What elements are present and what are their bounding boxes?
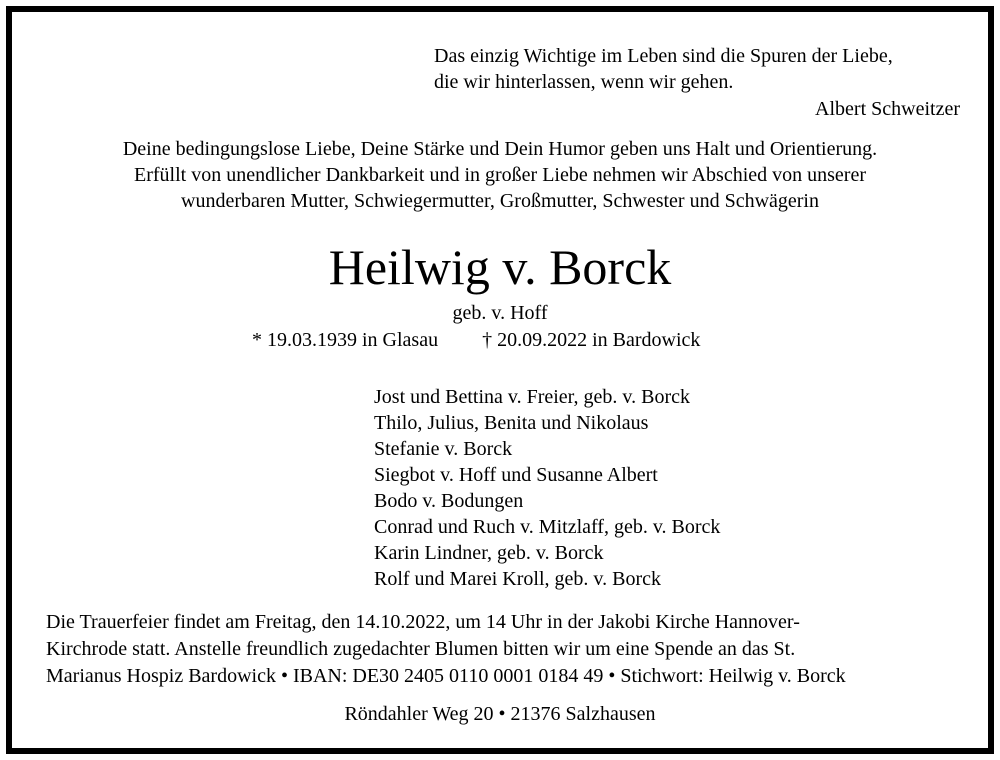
life-dates — [252, 327, 700, 353]
birth-date: * 19.03.1939 in Glasau — [252, 329, 439, 351]
birth-name: geb. v. Hoff — [452, 302, 548, 324]
mourner: Conrad und Ruch v. Mitzlaff, geb. v. Borck — [374, 516, 721, 538]
deceased-name: Heilwig v. Borck — [328, 239, 672, 295]
address: Röndahler Weg 20 • 21376 Salzhausen — [344, 703, 656, 725]
service-info — [46, 609, 846, 690]
mourners-list — [374, 384, 720, 592]
obituary-frame — [6, 6, 994, 754]
mourner: Thilo, Julius, Benita und Nikolaus — [374, 412, 649, 434]
service-line: Kirchrode statt. Anstelle freundlich zugedachter Blumen bitten wir um eine Spende an das St. — [46, 638, 796, 660]
mourner: Stefanie v. Borck — [374, 438, 513, 460]
mourner: Karin Lindner, geb. v. Borck — [374, 542, 604, 564]
intro-line: wunderbaren Mutter, Schwiegermutter, Großmutter, Schwester und Schwägerin — [181, 190, 819, 212]
intro-text — [12, 136, 988, 214]
quote-line: Das einzig Wichtige im Leben sind die Spuren der Liebe, — [434, 45, 893, 67]
service-line: Marianus Hospiz Bardowick • IBAN: DE30 2405 0110 0001 0184 49 • Stichwort: Heilwig v. Borck — [46, 665, 846, 687]
quote — [434, 43, 893, 95]
quote-line: die wir hinterlassen, wenn wir gehen. — [434, 71, 734, 93]
death-date: † 20.09.2022 in Bardowick — [482, 329, 701, 351]
service-line: Die Trauerfeier findet am Freitag, den 14.10.2022, um 14 Uhr in der Jakobi Kirche Hannover- — [46, 611, 800, 633]
mourner: Bodo v. Bodungen — [374, 490, 524, 512]
mourner: Siegbot v. Hoff und Susanne Albert — [374, 464, 658, 486]
mourner: Rolf und Marei Kroll, geb. v. Borck — [374, 568, 661, 590]
quote-author: Albert Schweitzer — [815, 98, 960, 120]
intro-line: Erfüllt von unendlicher Dankbarkeit und in großer Liebe nehmen wir Abschied von unserer — [133, 164, 866, 186]
intro-line: Deine bedingungslose Liebe, Deine Stärke und Dein Humor geben uns Halt und Orientierung. — [122, 138, 878, 160]
mourner: Jost und Bettina v. Freier, geb. v. Borck — [374, 386, 690, 408]
